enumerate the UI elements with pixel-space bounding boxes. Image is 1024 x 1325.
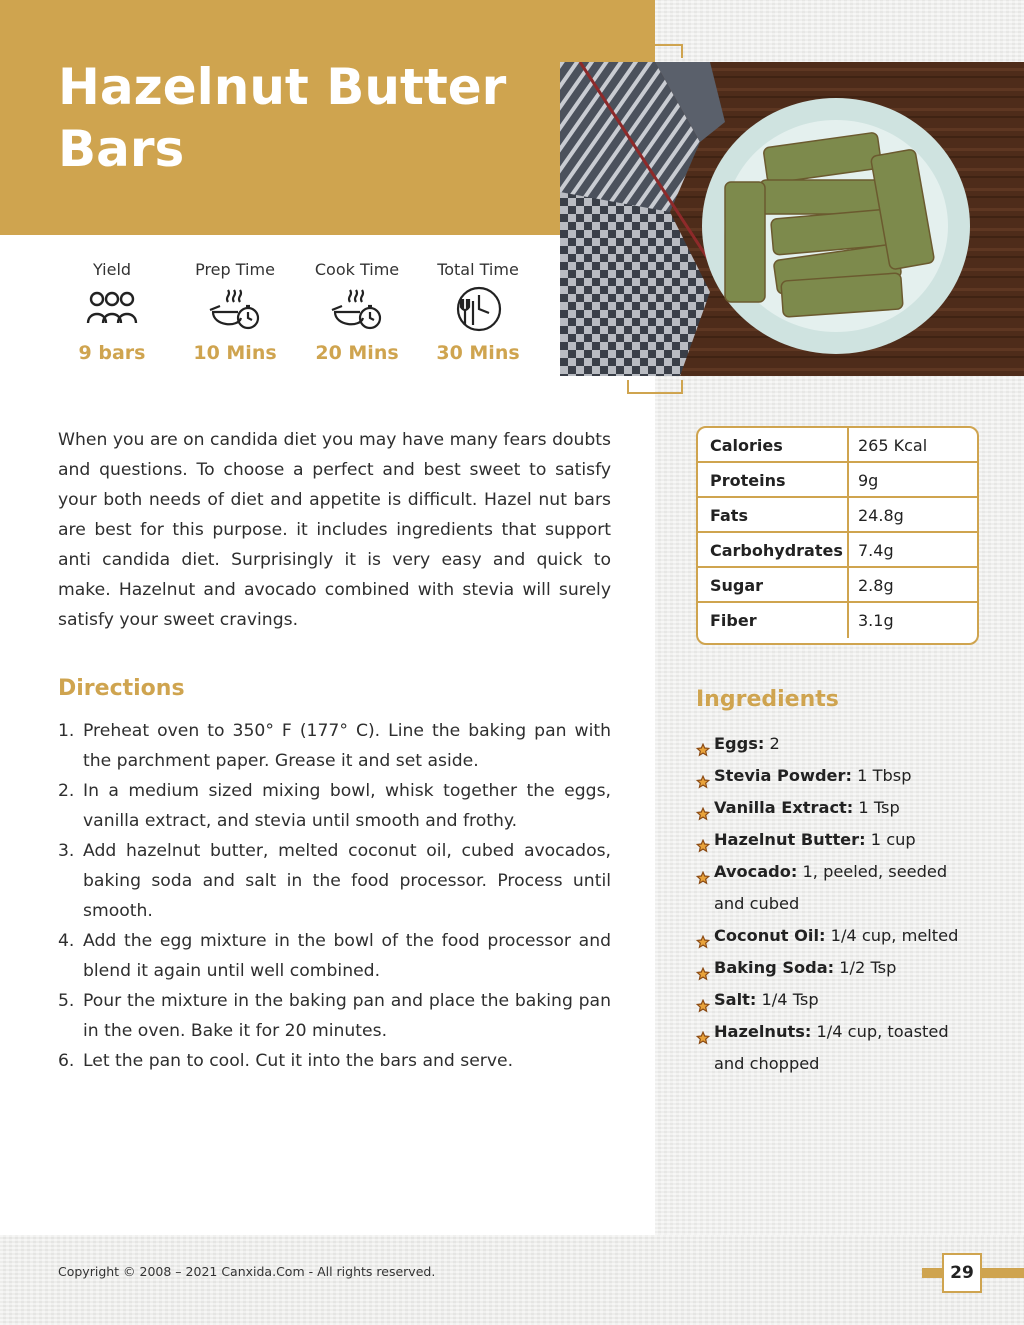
- ingredient-item: [696, 984, 978, 1016]
- nutrient-name: Fats: [698, 498, 849, 531]
- nutrient-name: Carbohydrates: [698, 533, 849, 566]
- photo-frame-top: [627, 44, 683, 58]
- ingredient-amount: 2: [769, 734, 780, 753]
- copyright-text: Copyright © 2008 – 2021 Canxida.Com - All rights reserved.: [58, 1264, 436, 1279]
- stat-label: Yield: [92, 260, 132, 279]
- step-number: 5.: [58, 991, 75, 1011]
- ingredient-name: Hazelnuts:: [714, 1022, 812, 1041]
- pan-timer-icon: [175, 284, 295, 334]
- ingredients-title: Ingredients: [696, 687, 839, 712]
- stat-value: 30 Mins: [436, 342, 520, 364]
- step-text: Let the pan to cool. Cut it into the bars and serve.: [83, 1051, 514, 1071]
- recipe-description: When you are on candida diet you may have many fears doubts and questions. To choose a perfect and best sweet to satisfy your both needs of diet and appetite is difficult. Hazel nut bars are best for this purpose. it includes ingredients that support anti candida diet. Surprisingly it is very easy and quick to make. Hazelnut and avocado combined with stevia will surely satisfy your sweet cravings.: [58, 430, 611, 630]
- nutrition-table: [696, 426, 979, 645]
- direction-step: [58, 836, 611, 926]
- direction-step: [58, 986, 611, 1046]
- step-text: Add hazelnut butter, melted coconut oil, cubed avocados, baking soda and salt in the food processor. Process until smooth.: [83, 841, 611, 921]
- nutrient-name: Calories: [698, 428, 849, 461]
- ingredient-item: [696, 728, 978, 760]
- table-row: [698, 533, 977, 568]
- stat-prep-time: [175, 258, 295, 364]
- ingredient-amount: 1, peeled, seeded and cubed: [714, 862, 948, 913]
- ingredient-item: [696, 792, 978, 824]
- ingredient-item: [696, 1016, 978, 1080]
- ingredient-name: Hazelnut Butter:: [714, 830, 866, 849]
- nutrient-name: Fiber: [698, 603, 849, 638]
- ingredient-amount: 1 cup: [870, 830, 916, 849]
- step-text: In a medium sized mixing bowl, whisk together the eggs, vanilla extract, and stevia until smooth and frothy.: [83, 781, 611, 831]
- step-number: 6.: [58, 1051, 75, 1071]
- ingredient-name: Stevia Powder:: [714, 766, 852, 785]
- direction-step: [58, 776, 611, 836]
- star-icon: [696, 864, 710, 896]
- step-number: 3.: [58, 841, 75, 861]
- directions-list: [58, 716, 611, 1076]
- ingredient-name: Vanilla Extract:: [714, 798, 854, 817]
- ingredient-amount: 1/4 Tsp: [761, 990, 819, 1009]
- ingredient-item: [696, 824, 978, 856]
- table-row: [698, 463, 977, 498]
- recipe-photo: [560, 62, 1024, 376]
- recipe-title: Hazelnut Butter Bars: [58, 58, 507, 178]
- nutrient-name: Proteins: [698, 463, 849, 496]
- ingredient-name: Coconut Oil:: [714, 926, 826, 945]
- step-text: Pour the mixture in the baking pan and place the baking pan in the oven. Bake it for 20 minutes.: [83, 991, 611, 1041]
- stat-total-time: [418, 258, 538, 364]
- step-number: 1.: [58, 721, 75, 741]
- nutrient-value: 265 Kcal: [858, 436, 928, 455]
- footer-background: [0, 1235, 1024, 1325]
- ingredient-item: [696, 952, 978, 984]
- page-number: 29: [942, 1253, 982, 1293]
- ingredient-amount: 1/2 Tsp: [839, 958, 897, 977]
- recipe-stats: [52, 258, 542, 373]
- table-row: [698, 428, 977, 463]
- nutrient-value: 2.8g: [858, 576, 894, 595]
- ingredient-name: Salt:: [714, 990, 757, 1009]
- clock-cutlery-icon: [418, 284, 538, 334]
- direction-step: [58, 926, 611, 986]
- direction-step: [58, 716, 611, 776]
- ingredient-amount: 1 Tbsp: [857, 766, 912, 785]
- table-row: [698, 603, 977, 638]
- direction-step: [58, 1046, 611, 1076]
- stat-label: Prep Time: [195, 260, 275, 279]
- ingredient-item: [696, 920, 978, 952]
- nutrient-value: 7.4g: [858, 541, 894, 560]
- nutrient-value: 3.1g: [858, 611, 894, 630]
- pan-timer-icon: [297, 284, 417, 334]
- ingredient-name: Baking Soda:: [714, 958, 835, 977]
- stat-yield: [52, 258, 172, 364]
- ingredient-amount: 1/4 cup, melted: [830, 926, 959, 945]
- step-text: Preheat oven to 350° F (177° C). Line the baking pan with the parchment paper. Grease it and set aside.: [83, 721, 611, 771]
- ingredient-item: [696, 856, 978, 920]
- ingredients-list: [696, 728, 978, 1080]
- ingredient-name: Avocado:: [714, 862, 798, 881]
- star-icon: [696, 1024, 710, 1056]
- ingredient-amount: 1 Tsp: [858, 798, 900, 817]
- stat-cook-time: [297, 258, 417, 364]
- stat-value: 10 Mins: [193, 342, 277, 364]
- table-row: [698, 568, 977, 603]
- nutrient-name: Sugar: [698, 568, 849, 601]
- people-icon: [52, 284, 172, 334]
- stat-value: 20 Mins: [315, 342, 399, 364]
- photo-frame-bottom: [627, 380, 683, 394]
- step-number: 4.: [58, 931, 75, 951]
- table-row: [698, 498, 977, 533]
- step-text: Add the egg mixture in the bowl of the food processor and blend it again until well combined.: [83, 931, 611, 981]
- stat-label: Total Time: [437, 260, 519, 279]
- step-number: 2.: [58, 781, 75, 801]
- nutrient-value: 9g: [858, 471, 879, 490]
- ingredient-name: Eggs:: [714, 734, 765, 753]
- ingredient-amount: 1/4 cup, toasted and chopped: [714, 1022, 949, 1073]
- stat-value: 9 bars: [78, 342, 146, 364]
- stat-label: Cook Time: [314, 260, 400, 279]
- nutrient-value: 24.8g: [858, 506, 904, 525]
- directions-title: Directions: [58, 676, 185, 701]
- ingredient-item: [696, 760, 978, 792]
